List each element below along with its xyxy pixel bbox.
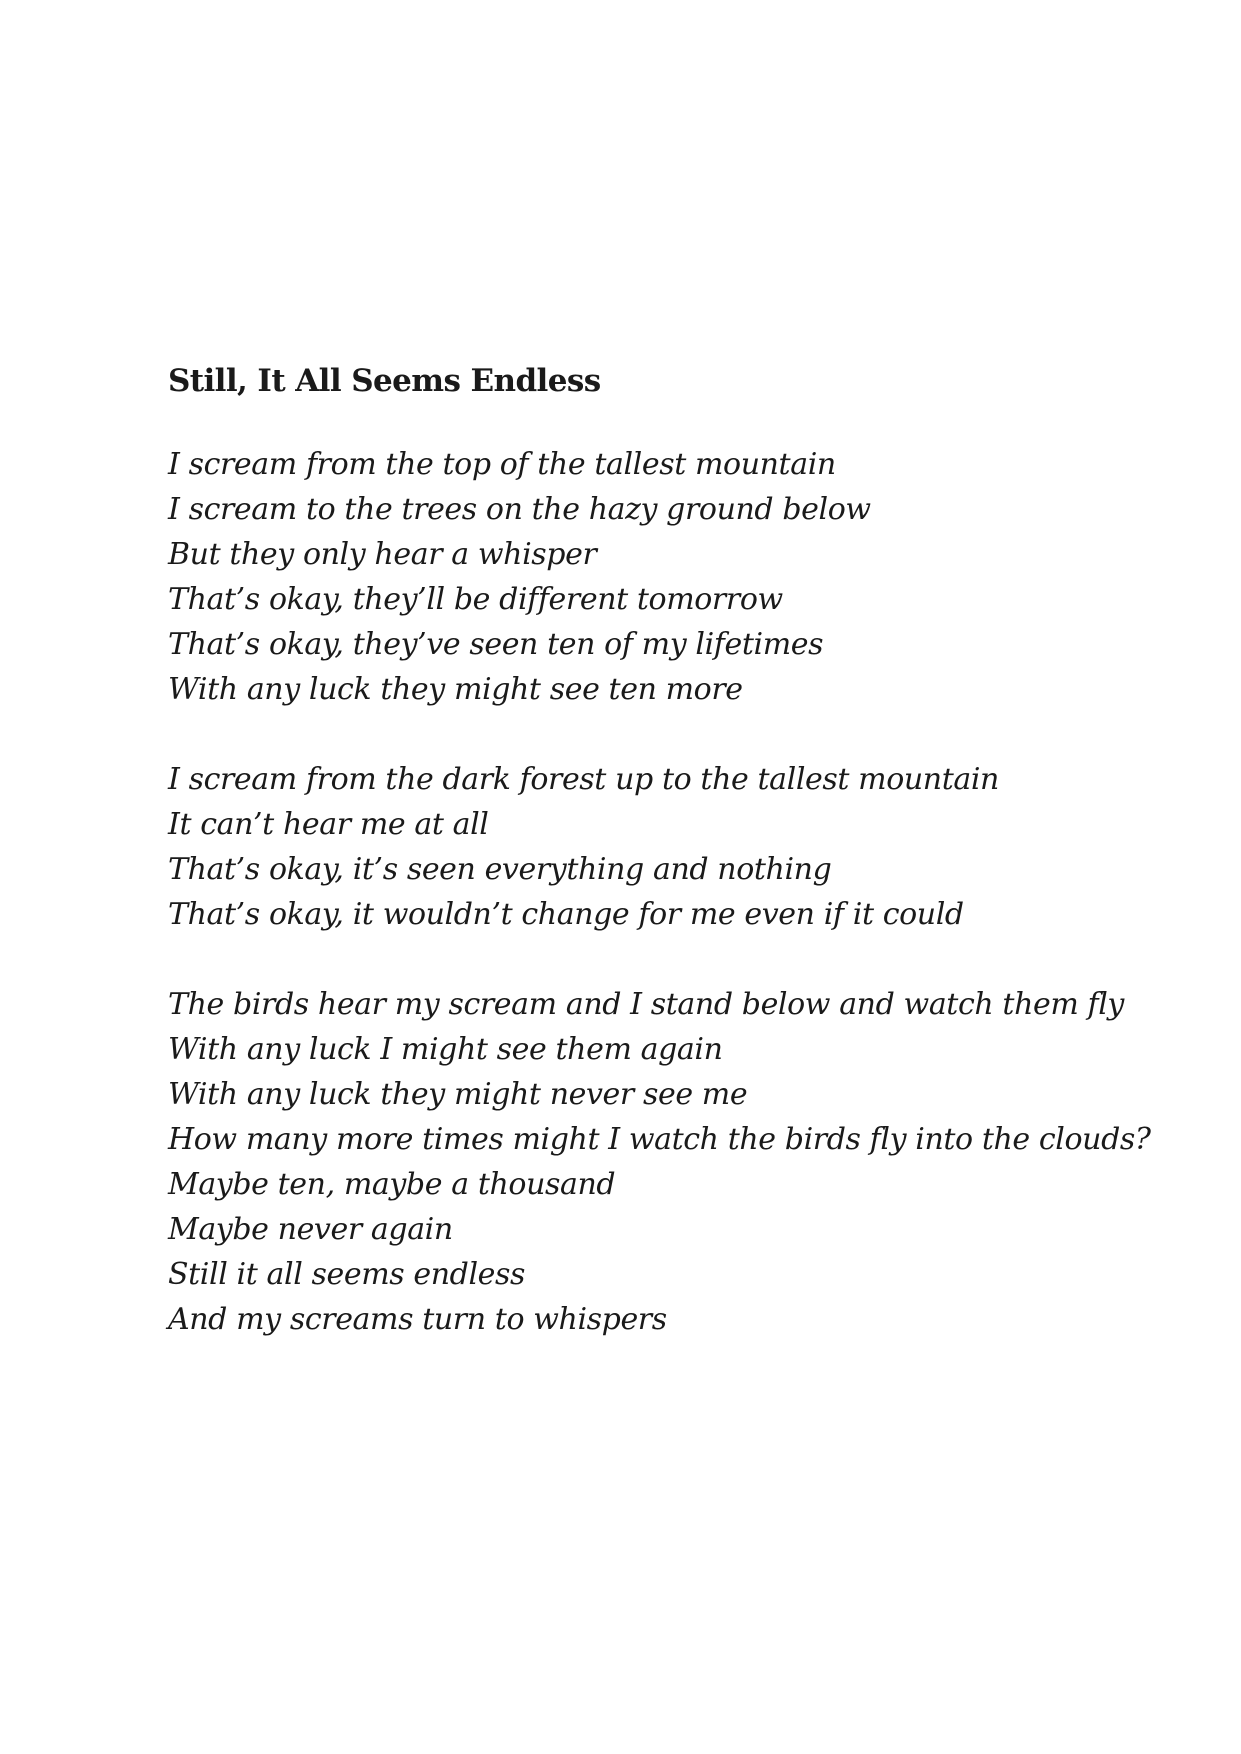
poem-line: That’s okay, they’ve seen ten of my lifetimes	[168, 627, 824, 662]
poem-line: Still it all seems endless	[168, 1257, 526, 1292]
poem-line: With any luck I might see them again	[168, 1032, 723, 1067]
poem-line: I scream to the trees on the hazy ground below	[168, 492, 871, 527]
poem-line: With any luck they might see ten more	[168, 672, 743, 707]
poem-line: Maybe ten, maybe a thousand	[168, 1167, 616, 1202]
poem-line: But they only hear a whisper	[168, 537, 597, 572]
poem	[168, 352, 1188, 1387]
poem-line: That’s okay, it wouldn’t change for me even if it could	[168, 897, 964, 932]
stanza	[168, 757, 1188, 937]
poem-line: I scream from the dark forest up to the tallest mountain	[168, 762, 999, 797]
poem-line: Maybe never again	[168, 1212, 453, 1247]
poem-line: I scream from the top of the tallest mountain	[168, 447, 836, 482]
poem-line: That’s okay, it’s seen everything and nothing	[168, 852, 832, 887]
poem-title: Still, It All Seems Endless	[168, 363, 601, 399]
poem-line: It can’t hear me at all	[168, 807, 489, 842]
stanza	[168, 982, 1188, 1342]
poem-line: And my screams turn to whispers	[168, 1302, 667, 1337]
poem-line: That’s okay, they’ll be different tomorrow	[168, 582, 783, 617]
stanza	[168, 442, 1188, 712]
poem-line: With any luck they might never see me	[168, 1077, 748, 1112]
poem-line: How many more times might I watch the birds fly into the clouds?	[168, 1122, 1151, 1157]
poem-line: The birds hear my scream and I stand below and watch them fly	[168, 987, 1124, 1022]
